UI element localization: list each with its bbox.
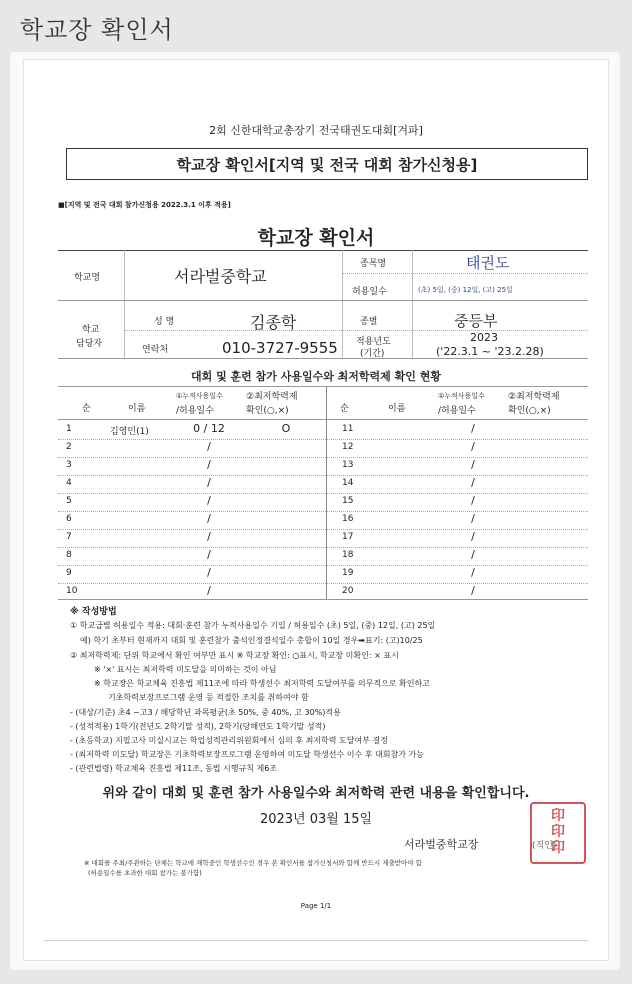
row-days: / bbox=[471, 458, 475, 471]
row-rule bbox=[58, 475, 588, 476]
row-rule bbox=[58, 457, 588, 458]
method-line: ※ 학교장은 학교체육 진흥법 제11조에 따라 학생선수 최저학력 도달여부를 의무적으로 확인하고 bbox=[94, 679, 430, 688]
row-days: / bbox=[471, 512, 475, 525]
row-rule bbox=[58, 439, 588, 440]
row-no: 3 bbox=[66, 460, 72, 470]
row-no: 9 bbox=[66, 568, 72, 578]
category-label: 종별 bbox=[360, 317, 378, 327]
year-label: 적용년도 bbox=[356, 337, 391, 347]
row-rule bbox=[58, 565, 588, 566]
row-days: / bbox=[207, 530, 211, 543]
method-line: - (성적적용) 1학기(전년도 2학기말 성적), 2학기(당해연도 1학기말 성적) bbox=[70, 722, 326, 731]
col-header-no: 순 bbox=[82, 404, 91, 414]
document-page bbox=[24, 60, 608, 960]
row-days: 0 / 12 bbox=[193, 422, 225, 435]
col-header-name: 이름 bbox=[388, 404, 406, 414]
method-line: 예) 학기 초부터 현재까지 대회 및 훈련참가 출석인정결석일수 총합이 10일 경우➡표기: (고)10/25 bbox=[80, 636, 423, 645]
row-days: / bbox=[207, 440, 211, 453]
row-no: 13 bbox=[342, 460, 354, 470]
row-no: 15 bbox=[342, 496, 354, 506]
signer: 서라벌중학교장 bbox=[404, 838, 479, 851]
method-line: ② 최저학력제: 단위 학교에서 확인 여부만 표시 ※ 학교장 확인: ○표시, 학교장 미확인: × 표시 bbox=[70, 651, 399, 660]
page-number: Page 1/1 bbox=[300, 902, 332, 910]
method-title: ※ 작성방법 bbox=[70, 607, 117, 617]
row-no: 6 bbox=[66, 514, 72, 524]
school-label: 학교명 bbox=[74, 273, 101, 283]
info-rule bbox=[342, 273, 588, 274]
col-header-name: 이름 bbox=[128, 404, 146, 414]
method-line: ※ '×' 표시는 최저학력 미도달을 의미하는 것이 아님 bbox=[94, 665, 277, 674]
table-header-rule bbox=[58, 419, 588, 420]
row-days: / bbox=[207, 458, 211, 471]
row-days: / bbox=[471, 530, 475, 543]
footnote: (허용일수를 초과한 대회 참가는 불가함) bbox=[88, 869, 202, 877]
method-line: ① 학교급별 허용일수 적용: 대회·훈련 참가 누적사용일수 기입 / 허용일수 (초) 5일, (중) 12일, (고) 25일 bbox=[70, 621, 436, 630]
row-days: / bbox=[207, 512, 211, 525]
col-header-academic: 확인(○,×) bbox=[508, 406, 551, 416]
row-days: / bbox=[471, 584, 475, 597]
row-no: 1 bbox=[66, 424, 72, 434]
row-days: / bbox=[207, 476, 211, 489]
row-no: 16 bbox=[342, 514, 354, 524]
status-title: 대회 및 훈련 참가 사용일수와 최저학력제 확인 현황 bbox=[191, 370, 441, 383]
row-no: 18 bbox=[342, 550, 354, 560]
box-title: 학교장 확인서[지역 및 전국 대회 참가신청용] bbox=[176, 156, 478, 174]
name-label: 성 명 bbox=[154, 317, 175, 327]
contact-label: 연락처 bbox=[142, 345, 169, 355]
staff-label: 학교 bbox=[82, 325, 100, 335]
row-rule bbox=[58, 583, 588, 584]
method-line: 기초학력보장프로그램 운영 등 적절한 조치를 취하여야 함 bbox=[108, 693, 309, 702]
category: 중등부 bbox=[454, 312, 498, 330]
method-line: - (최저학력 미도달) 학교장은 기초학력보장프로그램 운영하여 미도달 학생선수 이수 후 대회참가 가능 bbox=[70, 750, 424, 759]
apply-note: ■[지역 및 전국 대회 참가신청용 2022.3.1 이후 적용] bbox=[58, 201, 231, 209]
col-header-academic: ②최저학력제 bbox=[246, 392, 298, 402]
phone: 010-3727-9555 bbox=[222, 339, 338, 357]
main-title: 학교장 확인서 bbox=[257, 227, 375, 249]
allowed-label: 허용일수 bbox=[352, 287, 387, 297]
row-rule bbox=[58, 493, 588, 494]
row-rule bbox=[58, 511, 588, 512]
row-rule bbox=[58, 529, 588, 530]
allowed-days: (초) 5일, (중) 12일, (고) 25일 bbox=[418, 286, 513, 294]
info-divider bbox=[124, 250, 125, 358]
staff-label: 담당자 bbox=[76, 339, 103, 349]
row-no: 4 bbox=[66, 478, 72, 488]
row-days: / bbox=[471, 440, 475, 453]
row-days: / bbox=[471, 422, 475, 435]
school-name: 서라벌중학교 bbox=[174, 267, 267, 286]
col-header-days: ①누적사용일수 bbox=[438, 392, 485, 400]
row-name: 김영민(1) bbox=[110, 427, 149, 437]
info-rule bbox=[124, 330, 588, 331]
period-label: (기간) bbox=[360, 349, 385, 359]
row-no: 11 bbox=[342, 424, 354, 434]
row-days: / bbox=[207, 548, 211, 561]
row-no: 14 bbox=[342, 478, 354, 488]
row-days: / bbox=[471, 548, 475, 561]
col-header-days: /허용일수 bbox=[176, 406, 214, 416]
staff-name: 김종학 bbox=[250, 313, 297, 332]
row-no: 12 bbox=[342, 442, 354, 452]
info-rule bbox=[58, 300, 588, 301]
col-header-days: ①누적사용일수 bbox=[176, 392, 223, 400]
document-photo[interactable] bbox=[10, 52, 620, 970]
event-type-label: 종목명 bbox=[360, 259, 387, 269]
row-rule bbox=[58, 547, 588, 548]
row-academic: O bbox=[281, 422, 291, 435]
event-type: 태권도 bbox=[466, 254, 510, 272]
info-divider bbox=[342, 250, 343, 358]
row-days: / bbox=[471, 494, 475, 507]
row-days: / bbox=[471, 566, 475, 579]
confirm-text: 위와 같이 대회 및 훈련 참가 사용일수와 최저학력 관련 내용을 확인합니다. bbox=[102, 786, 530, 801]
row-no: 7 bbox=[66, 532, 72, 542]
app-header bbox=[0, 0, 632, 52]
col-header-academic: 확인(○,×) bbox=[246, 406, 289, 416]
row-no: 8 bbox=[66, 550, 72, 560]
row-no: 20 bbox=[342, 586, 354, 596]
issue-date: 2023년 03월 15일 bbox=[259, 812, 373, 827]
app-title: 학교장 확인서 bbox=[20, 16, 174, 44]
method-line: - (관련법령) 학교체육 진흥법 제11조, 동법 시행규칙 제6조 bbox=[70, 764, 278, 773]
method-line: - (초등학교) 지필고사 미실시교는 학업성적관리위원회에서 심의 후 최저학력 도달여부 결정 bbox=[70, 736, 388, 745]
row-days: / bbox=[207, 494, 211, 507]
row-days: / bbox=[207, 584, 211, 597]
info-divider bbox=[412, 250, 413, 358]
info-top-rule bbox=[58, 250, 588, 251]
table-top-rule bbox=[58, 386, 588, 387]
col-header-days: /허용일수 bbox=[438, 406, 476, 416]
footnote: ※ 대회를 주최/주관하는 단체는 학교에 재학중인 학생선수인 경우 본 확인서를 참가신청서와 함께 반드시 제출받아야 함 bbox=[84, 859, 422, 867]
event-title: 2회 신한대학교총장기 전국태권도대회[겨파] bbox=[209, 124, 423, 137]
row-no: 5 bbox=[66, 496, 72, 506]
info-rule bbox=[58, 358, 588, 359]
row-no: 19 bbox=[342, 568, 354, 578]
page-bottom-rule bbox=[44, 940, 588, 941]
row-no: 10 bbox=[66, 586, 78, 596]
seal-mark: (직인) bbox=[532, 841, 557, 851]
col-header-academic: ②최저학력제 bbox=[508, 392, 560, 402]
row-no: 2 bbox=[66, 442, 72, 452]
table-bottom-rule bbox=[58, 599, 588, 600]
school-seal: 印 印 印 bbox=[530, 802, 586, 864]
row-days: / bbox=[471, 476, 475, 489]
row-days: / bbox=[207, 566, 211, 579]
title-box bbox=[66, 148, 588, 180]
year: 2023 bbox=[470, 331, 498, 344]
period: ('22.3.1 ~ '23.2.28) bbox=[436, 345, 544, 358]
col-header-no: 순 bbox=[340, 404, 349, 414]
row-no: 17 bbox=[342, 532, 354, 542]
method-line: - (대상/기준) 초4 ~고3 / 해당학년 과목평균(초 50%, 중 40%, 고 30%)적용 bbox=[70, 708, 341, 717]
